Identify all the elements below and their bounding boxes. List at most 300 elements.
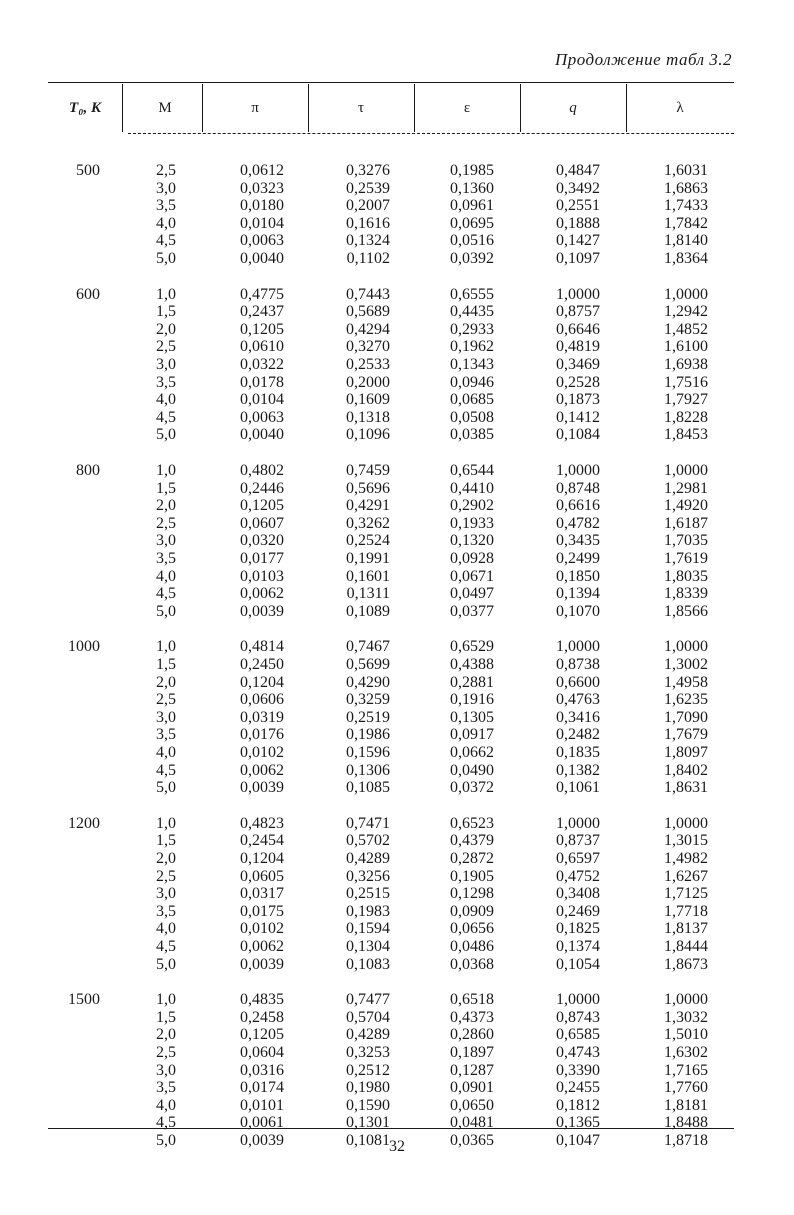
pi-value: 0,0323 xyxy=(240,179,284,197)
mach-value: 1,0 xyxy=(156,638,176,656)
q-value: 0,8748 xyxy=(556,479,600,497)
lambda-value: 1,7090 xyxy=(664,708,708,726)
tau-value: 0,4294 xyxy=(346,320,390,338)
column-tau xyxy=(336,162,390,268)
pi-value: 0,4823 xyxy=(240,814,284,832)
q-value: 1,0000 xyxy=(556,462,600,479)
mach-value: 1,0 xyxy=(156,285,176,303)
column-eps xyxy=(440,286,494,444)
column-q xyxy=(546,991,600,1149)
q-value: 0,2469 xyxy=(556,902,600,920)
column-tau xyxy=(336,815,390,973)
pi-value: 0,0062 xyxy=(240,761,284,779)
tau-value: 0,2524 xyxy=(346,532,390,550)
lambda-value: 1,6302 xyxy=(664,1043,708,1061)
lambda-value: 1,7433 xyxy=(664,197,708,215)
temperature-label: 1000 xyxy=(68,638,100,656)
tau-value: 0,1986 xyxy=(346,726,390,744)
eps-value: 0,1916 xyxy=(450,691,494,709)
lambda-value: 1,6938 xyxy=(664,355,708,373)
pi-value: 0,0102 xyxy=(240,920,284,938)
tau-value: 0,3270 xyxy=(346,338,390,356)
eps-value: 0,0656 xyxy=(450,920,494,938)
column-lam xyxy=(652,162,708,268)
q-value: 0,3435 xyxy=(556,532,600,550)
tau-value: 0,5702 xyxy=(346,832,390,850)
pi-value: 0,0176 xyxy=(240,726,284,744)
tau-value: 0,2539 xyxy=(346,179,390,197)
q-value: 0,3416 xyxy=(556,708,600,726)
eps-value: 0,4410 xyxy=(450,479,494,497)
mach-value: 3,0 xyxy=(156,885,176,903)
mach-value: 2,0 xyxy=(156,497,176,515)
tau-value: 0,1304 xyxy=(346,937,390,955)
eps-value: 0,6555 xyxy=(450,285,494,303)
lambda-value: 1,0000 xyxy=(664,285,708,303)
lambda-value: 1,6187 xyxy=(664,514,708,532)
mach-value: 5,0 xyxy=(156,779,176,797)
pi-value: 0,1205 xyxy=(240,1026,284,1044)
column-q xyxy=(546,162,600,268)
lambda-value: 1,8137 xyxy=(664,920,708,938)
mach-value: 1,0 xyxy=(156,814,176,832)
lambda-value: 1,8718 xyxy=(664,1131,708,1149)
column-lam xyxy=(652,991,708,1149)
column-eps xyxy=(440,162,494,268)
column-header-pi: π xyxy=(251,99,259,116)
q-value: 0,3469 xyxy=(556,355,600,373)
table-bottom-rule xyxy=(48,1128,734,1129)
pi-value: 0,1205 xyxy=(240,320,284,338)
eps-value: 0,6529 xyxy=(450,638,494,656)
pi-value: 0,0103 xyxy=(240,567,284,585)
column-pi xyxy=(230,162,284,268)
lambda-value: 1,8364 xyxy=(664,249,708,267)
tau-value: 0,1081 xyxy=(346,1131,390,1149)
lambda-value: 1,2981 xyxy=(664,479,708,497)
q-value: 0,3390 xyxy=(556,1061,600,1079)
mach-value: 4,0 xyxy=(156,214,176,232)
tau-value: 0,1318 xyxy=(346,408,390,426)
q-value: 0,4752 xyxy=(556,867,600,885)
eps-value: 0,2860 xyxy=(450,1026,494,1044)
lambda-value: 1,5010 xyxy=(664,1026,708,1044)
q-value: 0,1427 xyxy=(556,232,600,250)
eps-value: 0,1287 xyxy=(450,1061,494,1079)
lambda-value: 1,8673 xyxy=(664,955,708,973)
q-value: 0,2455 xyxy=(556,1079,600,1097)
mach-value: 3,0 xyxy=(156,179,176,197)
pi-value: 0,0102 xyxy=(240,743,284,761)
tau-value: 0,2000 xyxy=(346,373,390,391)
lambda-value: 1,7619 xyxy=(664,549,708,567)
q-value: 0,6585 xyxy=(556,1026,600,1044)
mach-value: 5,0 xyxy=(156,426,176,444)
q-value: 0,6597 xyxy=(556,849,600,867)
lambda-value: 1,0000 xyxy=(664,814,708,832)
tau-value: 0,2512 xyxy=(346,1061,390,1079)
eps-value: 0,0917 xyxy=(450,726,494,744)
q-value: 1,0000 xyxy=(556,638,600,656)
tau-value: 0,7477 xyxy=(346,991,390,1009)
column-pi xyxy=(230,462,284,620)
mach-value: 5,0 xyxy=(156,249,176,267)
pi-value: 0,1204 xyxy=(240,673,284,691)
tau-value: 0,1991 xyxy=(346,549,390,567)
eps-value: 0,1320 xyxy=(450,532,494,550)
eps-value: 0,1360 xyxy=(450,179,494,197)
column-q xyxy=(546,462,600,620)
eps-value: 0,6544 xyxy=(450,462,494,479)
lambda-value: 1,7718 xyxy=(664,902,708,920)
eps-value: 0,4388 xyxy=(450,655,494,673)
column-tau xyxy=(336,638,390,796)
mach-value: 3,5 xyxy=(156,197,176,215)
eps-value: 0,1933 xyxy=(450,514,494,532)
table-header xyxy=(48,82,734,134)
column-header-m: M xyxy=(158,99,172,116)
eps-value: 0,0946 xyxy=(450,373,494,391)
column-pi xyxy=(230,286,284,444)
column-header-q: q xyxy=(569,99,577,116)
q-value: 0,2482 xyxy=(556,726,600,744)
q-value: 0,1394 xyxy=(556,585,600,603)
mach-value: 4,5 xyxy=(156,761,176,779)
column-M xyxy=(130,815,176,973)
pi-value: 0,0605 xyxy=(240,867,284,885)
tau-value: 0,7443 xyxy=(346,285,390,303)
pi-value: 0,0063 xyxy=(240,232,284,250)
tau-value: 0,1096 xyxy=(346,426,390,444)
lambda-value: 1,4982 xyxy=(664,849,708,867)
q-value: 0,1873 xyxy=(556,391,600,409)
mach-value: 3,5 xyxy=(156,373,176,391)
column-tau xyxy=(336,286,390,444)
pi-value: 0,0610 xyxy=(240,338,284,356)
lambda-value: 1,7125 xyxy=(664,885,708,903)
pi-value: 0,2450 xyxy=(240,655,284,673)
lambda-value: 1,4852 xyxy=(664,320,708,338)
lambda-value: 1,7165 xyxy=(664,1061,708,1079)
pi-value: 0,0104 xyxy=(240,391,284,409)
mach-value: 1,5 xyxy=(156,1008,176,1026)
column-M xyxy=(130,462,176,620)
pi-value: 0,0316 xyxy=(240,1061,284,1079)
lambda-value: 1,7035 xyxy=(664,532,708,550)
tau-value: 0,4291 xyxy=(346,497,390,515)
q-value: 0,6600 xyxy=(556,673,600,691)
tau-value: 0,5689 xyxy=(346,303,390,321)
column-tau xyxy=(336,991,390,1149)
eps-value: 0,6518 xyxy=(450,991,494,1009)
column-tau xyxy=(336,462,390,620)
q-value: 0,1097 xyxy=(556,249,600,267)
q-value: 0,3492 xyxy=(556,179,600,197)
tau-value: 0,5704 xyxy=(346,1008,390,1026)
q-value: 0,1888 xyxy=(556,214,600,232)
mach-value: 4,5 xyxy=(156,1114,176,1132)
column-eps xyxy=(440,462,494,620)
lambda-value: 1,0000 xyxy=(664,462,708,479)
column-eps xyxy=(440,991,494,1149)
lambda-value: 1,8140 xyxy=(664,232,708,250)
mach-value: 3,5 xyxy=(156,1079,176,1097)
mach-value: 1,5 xyxy=(156,655,176,673)
eps-value: 0,1897 xyxy=(450,1043,494,1061)
column-q xyxy=(546,638,600,796)
q-value: 0,8737 xyxy=(556,832,600,850)
q-value: 0,1850 xyxy=(556,567,600,585)
pi-value: 0,4802 xyxy=(240,462,284,479)
pi-value: 0,0039 xyxy=(240,955,284,973)
column-lam xyxy=(652,638,708,796)
pi-value: 0,0174 xyxy=(240,1079,284,1097)
q-value: 0,2528 xyxy=(556,373,600,391)
tau-value: 0,1596 xyxy=(346,743,390,761)
column-q xyxy=(546,286,600,444)
lambda-value: 1,8444 xyxy=(664,937,708,955)
mach-value: 3,5 xyxy=(156,902,176,920)
column-pi xyxy=(230,638,284,796)
pi-value: 0,0062 xyxy=(240,585,284,603)
q-value: 0,2499 xyxy=(556,549,600,567)
tau-value: 0,1601 xyxy=(346,567,390,585)
q-value: 0,3408 xyxy=(556,885,600,903)
tau-value: 0,2533 xyxy=(346,355,390,373)
pi-value: 0,0180 xyxy=(240,197,284,215)
eps-value: 0,2933 xyxy=(450,320,494,338)
column-pi xyxy=(230,815,284,973)
q-value: 0,1412 xyxy=(556,408,600,426)
mach-value: 3,0 xyxy=(156,1061,176,1079)
mach-value: 3,5 xyxy=(156,726,176,744)
q-value: 0,4819 xyxy=(556,338,600,356)
q-value: 0,2551 xyxy=(556,197,600,215)
table-caption: Продолжение табл 3.2 xyxy=(554,50,732,69)
eps-value: 0,4435 xyxy=(450,303,494,321)
mach-value: 4,0 xyxy=(156,920,176,938)
pi-value: 0,0322 xyxy=(240,355,284,373)
tau-value: 0,1301 xyxy=(346,1114,390,1132)
pi-value: 0,1205 xyxy=(240,497,284,515)
column-M xyxy=(130,286,176,444)
tau-value: 0,2519 xyxy=(346,708,390,726)
q-value: 0,4847 xyxy=(556,162,600,179)
lambda-value: 1,8181 xyxy=(664,1096,708,1114)
mach-value: 1,5 xyxy=(156,479,176,497)
q-value: 0,6616 xyxy=(556,497,600,515)
mach-value: 3,0 xyxy=(156,355,176,373)
tau-value: 0,2515 xyxy=(346,885,390,903)
column-lam xyxy=(652,815,708,973)
mach-value: 2,0 xyxy=(156,320,176,338)
tau-value: 0,1306 xyxy=(346,761,390,779)
tau-value: 0,5696 xyxy=(346,479,390,497)
eps-value: 0,0650 xyxy=(450,1096,494,1114)
mach-value: 2,0 xyxy=(156,673,176,691)
tau-value: 0,7459 xyxy=(346,462,390,479)
q-value: 0,1825 xyxy=(556,920,600,938)
pi-value: 0,0101 xyxy=(240,1096,284,1114)
q-value: 0,1812 xyxy=(556,1096,600,1114)
tau-value: 0,7471 xyxy=(346,814,390,832)
pi-value: 0,0320 xyxy=(240,532,284,550)
eps-value: 0,0372 xyxy=(450,779,494,797)
mach-value: 1,0 xyxy=(156,991,176,1009)
lambda-value: 1,4958 xyxy=(664,673,708,691)
tau-value: 0,3253 xyxy=(346,1043,390,1061)
eps-value: 0,0508 xyxy=(450,408,494,426)
eps-value: 0,1985 xyxy=(450,162,494,179)
pi-value: 0,0607 xyxy=(240,514,284,532)
eps-value: 0,1962 xyxy=(450,338,494,356)
lambda-value: 1,7842 xyxy=(664,214,708,232)
eps-value: 0,2902 xyxy=(450,497,494,515)
mach-value: 2,5 xyxy=(156,867,176,885)
mach-value: 4,0 xyxy=(156,567,176,585)
eps-value: 0,4379 xyxy=(450,832,494,850)
eps-value: 0,1343 xyxy=(450,355,494,373)
tau-value: 0,1324 xyxy=(346,232,390,250)
lambda-value: 1,8339 xyxy=(664,585,708,603)
q-value: 0,1054 xyxy=(556,955,600,973)
pi-value: 0,2458 xyxy=(240,1008,284,1026)
lambda-value: 1,6031 xyxy=(664,162,708,179)
tau-value: 0,4290 xyxy=(346,673,390,691)
tau-value: 0,7467 xyxy=(346,638,390,656)
tau-value: 0,1085 xyxy=(346,779,390,797)
column-pi xyxy=(230,991,284,1149)
column-eps xyxy=(440,638,494,796)
mach-value: 5,0 xyxy=(156,602,176,620)
q-value: 0,1374 xyxy=(556,937,600,955)
pi-value: 0,0104 xyxy=(240,214,284,232)
q-value: 0,6646 xyxy=(556,320,600,338)
tau-value: 0,1102 xyxy=(346,249,390,267)
eps-value: 0,0385 xyxy=(450,426,494,444)
lambda-value: 1,7516 xyxy=(664,373,708,391)
q-value: 1,0000 xyxy=(556,285,600,303)
column-eps xyxy=(440,815,494,973)
mach-value: 2,5 xyxy=(156,514,176,532)
pi-value: 0,2454 xyxy=(240,832,284,850)
temperature-label: 1200 xyxy=(68,814,100,832)
column-lam xyxy=(652,286,708,444)
eps-value: 0,0377 xyxy=(450,602,494,620)
pi-value: 0,0039 xyxy=(240,779,284,797)
lambda-value: 1,3002 xyxy=(664,655,708,673)
mach-value: 2,5 xyxy=(156,162,176,179)
header-bottom-dashed-rule xyxy=(128,133,734,134)
mach-value: 4,0 xyxy=(156,1096,176,1114)
temperature-label: 500 xyxy=(76,162,100,179)
tau-value: 0,1616 xyxy=(346,214,390,232)
eps-value: 0,0497 xyxy=(450,585,494,603)
lambda-value: 1,8566 xyxy=(664,602,708,620)
pi-value: 0,4775 xyxy=(240,285,284,303)
eps-value: 0,0392 xyxy=(450,249,494,267)
lambda-value: 1,7679 xyxy=(664,726,708,744)
pi-value: 0,0040 xyxy=(240,426,284,444)
mach-value: 4,5 xyxy=(156,232,176,250)
lambda-value: 1,8453 xyxy=(664,426,708,444)
column-q xyxy=(546,815,600,973)
mach-value: 2,0 xyxy=(156,1026,176,1044)
tau-value: 0,4289 xyxy=(346,1026,390,1044)
lambda-value: 1,8488 xyxy=(664,1114,708,1132)
eps-value: 0,0486 xyxy=(450,937,494,955)
pi-value: 0,0317 xyxy=(240,885,284,903)
q-value: 0,1382 xyxy=(556,761,600,779)
eps-value: 0,0490 xyxy=(450,761,494,779)
mach-value: 1,5 xyxy=(156,832,176,850)
q-value: 0,4743 xyxy=(556,1043,600,1061)
lambda-value: 1,8402 xyxy=(664,761,708,779)
lambda-value: 1,6267 xyxy=(664,867,708,885)
pi-value: 0,0040 xyxy=(240,249,284,267)
tau-value: 0,1083 xyxy=(346,955,390,973)
eps-value: 0,1305 xyxy=(450,708,494,726)
lambda-value: 1,6100 xyxy=(664,338,708,356)
lambda-value: 1,8228 xyxy=(664,408,708,426)
tau-value: 0,1983 xyxy=(346,902,390,920)
pi-value: 0,1204 xyxy=(240,849,284,867)
mach-value: 3,0 xyxy=(156,708,176,726)
tau-value: 0,1311 xyxy=(346,585,390,603)
page-number: 32 xyxy=(389,1138,405,1155)
column-header-lambda: λ xyxy=(676,99,684,116)
eps-value: 0,0365 xyxy=(450,1131,494,1149)
tau-value: 0,1590 xyxy=(346,1096,390,1114)
pi-value: 0,0612 xyxy=(240,162,284,179)
eps-value: 0,6523 xyxy=(450,814,494,832)
lambda-value: 1,6863 xyxy=(664,179,708,197)
mach-value: 4,5 xyxy=(156,937,176,955)
mach-value: 4,0 xyxy=(156,743,176,761)
column-M xyxy=(130,991,176,1149)
mach-value: 3,0 xyxy=(156,532,176,550)
eps-value: 0,0662 xyxy=(450,743,494,761)
pi-value: 0,0175 xyxy=(240,902,284,920)
column-header-t0: T₀, K xyxy=(69,99,101,116)
q-value: 0,1835 xyxy=(556,743,600,761)
eps-value: 0,0901 xyxy=(450,1079,494,1097)
eps-value: 0,2872 xyxy=(450,849,494,867)
tau-value: 0,3262 xyxy=(346,514,390,532)
eps-value: 0,0909 xyxy=(450,902,494,920)
eps-value: 0,0516 xyxy=(450,232,494,250)
q-value: 1,0000 xyxy=(556,814,600,832)
mach-value: 2,5 xyxy=(156,691,176,709)
column-M xyxy=(130,638,176,796)
lambda-value: 1,3015 xyxy=(664,832,708,850)
eps-value: 0,0695 xyxy=(450,214,494,232)
pi-value: 0,0039 xyxy=(240,602,284,620)
tau-value: 0,1609 xyxy=(346,391,390,409)
eps-value: 0,1905 xyxy=(450,867,494,885)
column-header-tau: τ xyxy=(357,99,365,116)
q-value: 0,8743 xyxy=(556,1008,600,1026)
q-value: 0,8738 xyxy=(556,655,600,673)
temperature-label: 600 xyxy=(76,285,100,303)
lambda-value: 1,7927 xyxy=(664,391,708,409)
mach-value: 2,5 xyxy=(156,338,176,356)
eps-value: 0,0961 xyxy=(450,197,494,215)
mach-value: 5,0 xyxy=(156,1131,176,1149)
column-lam xyxy=(652,462,708,620)
eps-value: 0,1298 xyxy=(450,885,494,903)
mach-value: 4,5 xyxy=(156,585,176,603)
